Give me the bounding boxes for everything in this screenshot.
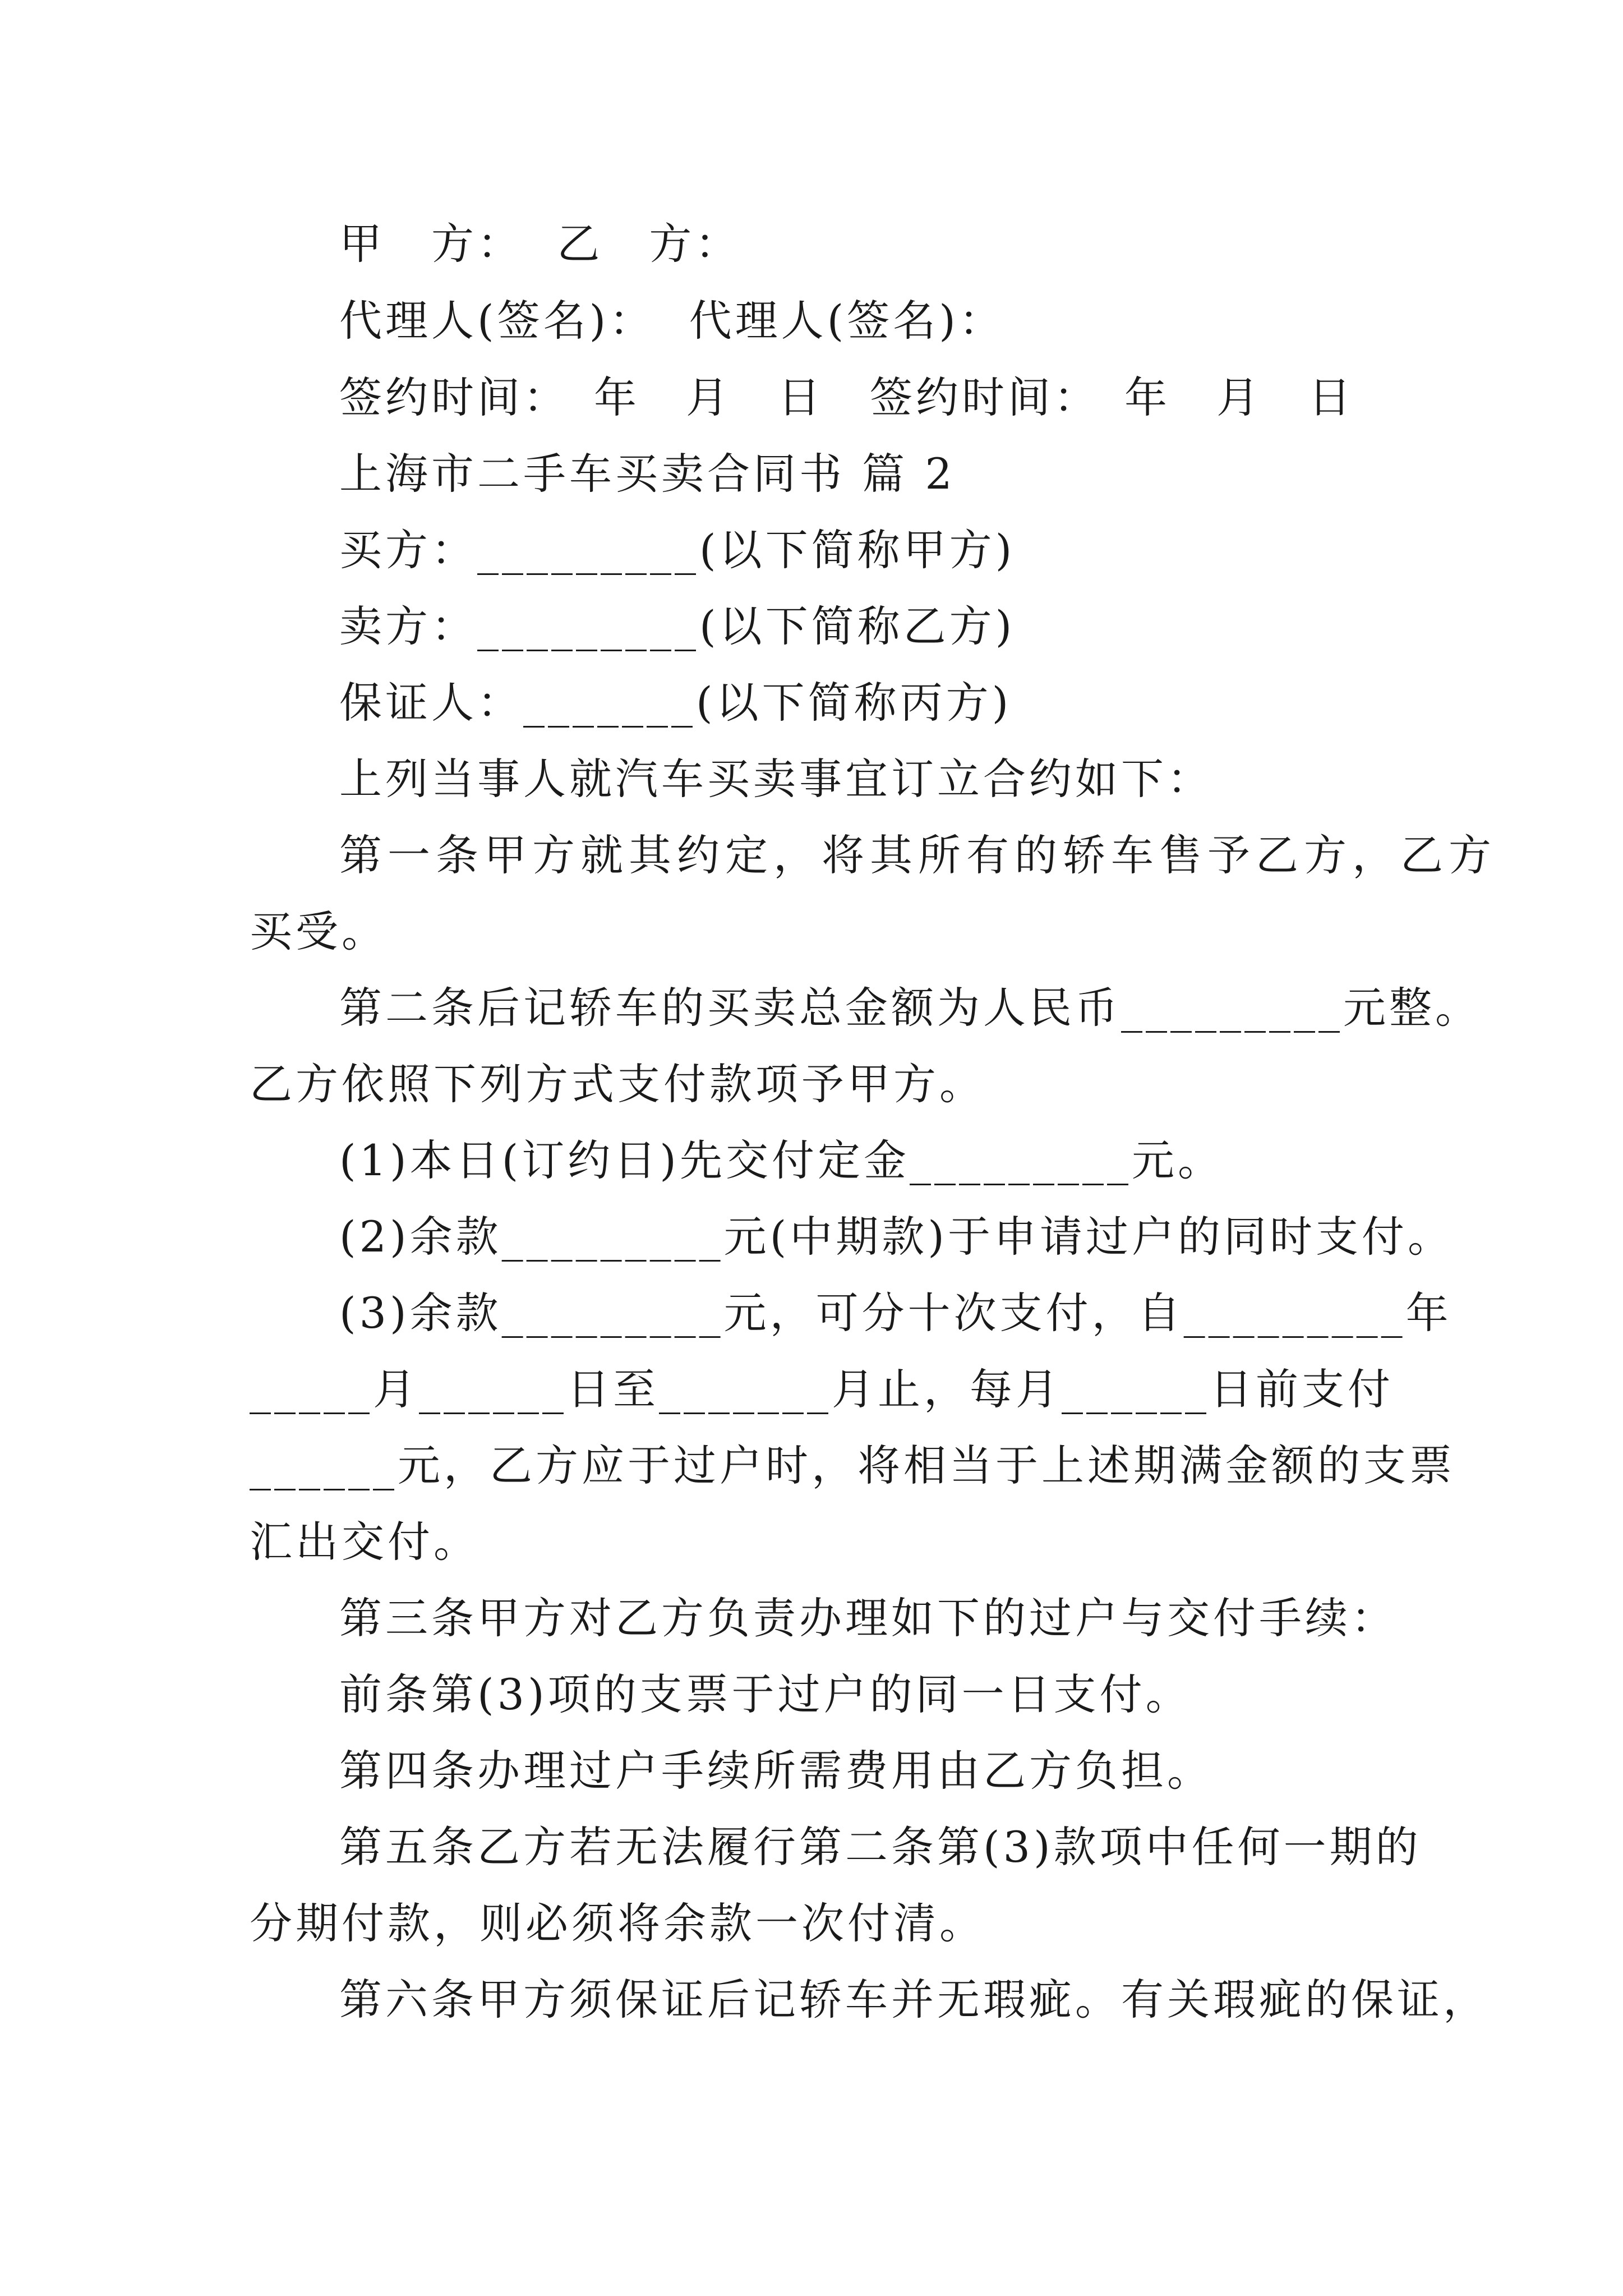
article-2-line-2: 乙方依照下列方式支付款项予甲方。 xyxy=(250,1059,985,1109)
article-1-line-1: 第一条甲方就其约定，将其所有的轿车售予乙方，乙方 xyxy=(339,830,1497,880)
article-3-line: 第三条甲方对乙方负责办理如下的过户与交付手续： xyxy=(339,1593,1397,1643)
article-5-line-1: 第五条乙方若无法履行第二条第(3)款项中任何一期的 xyxy=(339,1822,1422,1872)
article-6-line-1: 第六条甲方须保证后记轿车并无瑕疵。有关瑕疵的保证， xyxy=(339,1975,1489,2024)
payment-item-3-line-1: (3)余款_________元，可分十次支付，自_________年 xyxy=(339,1288,1452,1338)
payment-item-1: (1)本日(订约日)先交付定金_________元。 xyxy=(339,1135,1224,1185)
article-4-line: 第四条办理过户手续所需费用由乙方负担。 xyxy=(339,1746,1213,1796)
article-2-line-1: 第二条后记轿车的买卖总金额为人民币_________元整。 xyxy=(339,983,1481,1033)
payment-item-2: (2)余款_________元(中期款)于申请过户的同时支付。 xyxy=(339,1212,1454,1262)
party-guarantor-line: 保证人：_______(以下简称丙方) xyxy=(339,678,1012,728)
article-1-line-2: 买受。 xyxy=(250,907,388,956)
signature-agent-line: 代理人(签名)： 代理人(签名)： xyxy=(339,296,1005,346)
article-5-line-2: 分期付款，则必须将余款一次付清。 xyxy=(250,1898,985,1948)
party-buyer-line: 买方：_________(以下简称甲方) xyxy=(339,525,1016,575)
payment-item-3-line-4: 汇出交付。 xyxy=(250,1517,479,1567)
preamble-line: 上列当事人就汽车买卖事宜订立合约如下： xyxy=(339,754,1213,804)
section-title: 上海市二手车买卖合同书 篇 2 xyxy=(339,449,956,499)
article-3-detail: 前条第(3)项的支票于过户的同一日支付。 xyxy=(339,1669,1192,1719)
payment-item-3-line-3: ______元，乙方应于过户时，将相当于上述期满金额的支票 xyxy=(250,1441,1455,1490)
party-seller-line: 卖方：_________(以下简称乙方) xyxy=(339,601,1016,651)
signature-date-line: 签约时间： 年 月 日 签约时间： 年 月 日 xyxy=(339,372,1354,422)
payment-item-3-line-2: _____月______日至_______月止，每月______日前支付 xyxy=(250,1364,1394,1414)
signature-party-line: 甲 方： 乙 方： xyxy=(339,219,741,269)
